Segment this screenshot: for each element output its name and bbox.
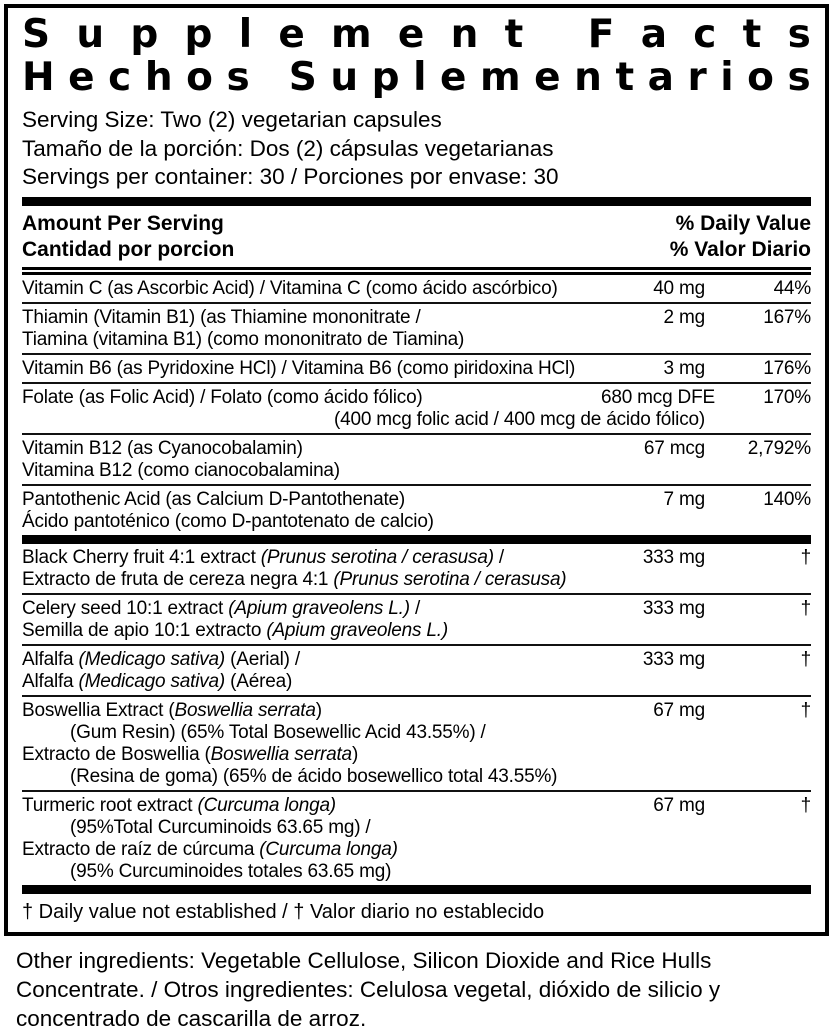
nutrient-subline xyxy=(22,329,811,351)
nutrient-subline xyxy=(22,839,811,861)
nutrient-name xyxy=(22,547,601,569)
latin-name-italic: (Medicago sativa) xyxy=(78,670,226,692)
text-segment: Alfalfa xyxy=(22,670,79,692)
text-segment: (Aérea) xyxy=(225,670,293,692)
glyph: t xyxy=(742,12,762,57)
latin-name-italic: (Curcuma longa) xyxy=(197,794,336,816)
text-segment: Semilla de apio 10:1 extracto xyxy=(22,619,267,641)
glyph xyxy=(263,56,275,99)
text-segment: Vitamin B12 (as Cyanocobalamin) xyxy=(22,437,303,459)
other-ingredients-line: Concentrate. / Otros ingredientes: Celulosa vegetal, dióxido de silicio y xyxy=(16,976,721,1002)
nutrient-name xyxy=(22,649,601,671)
daily-value: † xyxy=(800,546,811,568)
latin-name-italic: (Prunus serotina / cerasusa) xyxy=(333,568,567,590)
glyph: e xyxy=(397,12,425,57)
latin-name-italic: (Medicago sativa) xyxy=(78,648,226,670)
nutrient-subline xyxy=(22,766,811,788)
daily-value: 2,792% xyxy=(747,437,811,459)
glyph: e xyxy=(68,55,95,100)
nutrient-main-line xyxy=(22,649,811,671)
daily-value: 44% xyxy=(773,277,811,299)
amount-value: 3 mg xyxy=(663,357,705,379)
header-divider xyxy=(22,267,811,275)
glyph: o xyxy=(186,55,213,100)
nutrient-main-line xyxy=(22,700,811,722)
nutrient-main-line xyxy=(22,278,811,300)
glyph: s xyxy=(226,55,250,100)
amount-header-en: Amount Per Serving xyxy=(22,211,224,235)
text-segment: / xyxy=(409,597,421,619)
column-header xyxy=(22,206,811,267)
nutrient-name xyxy=(22,700,601,722)
nutrient-main-line xyxy=(22,387,811,409)
nutrient-name xyxy=(22,795,601,817)
amount-per-serving-header xyxy=(22,211,234,263)
table-row xyxy=(22,593,811,644)
nutrient-subline xyxy=(22,569,811,591)
amount-header-es: Cantidad por porcion xyxy=(22,237,235,261)
amount-value: 333 mg xyxy=(642,648,705,670)
amount-value: 67 mg xyxy=(653,794,705,816)
glyph: l xyxy=(413,55,427,100)
text-segment: (95% Curcuminoides totales 63.65 mg) xyxy=(70,860,392,882)
amount-value: 680 mcg DFE xyxy=(601,386,715,408)
text-segment: Extracto de Boswellia ( xyxy=(22,743,211,765)
supplement-label-page xyxy=(0,4,833,1031)
latin-name-italic: (Apium graveolens L.) xyxy=(266,619,448,641)
glyph: a xyxy=(640,12,668,57)
text-segment: ) xyxy=(315,699,322,721)
servings-per-container: Servings per container: 30 / Porciones por envase: 30 xyxy=(22,164,559,189)
latin-name-italic: (Apium graveolens L.) xyxy=(228,597,410,619)
thick-divider xyxy=(22,535,811,544)
nutrient-subline xyxy=(22,722,811,744)
daily-value: 140% xyxy=(763,488,811,510)
text-segment: Vitamin B6 (as Pyridoxine HCl) / Vitamina B6 (como piridoxina HCl) xyxy=(22,357,576,379)
daily-value-header-es: % Valor Diario xyxy=(669,237,811,261)
glyph: n xyxy=(450,12,479,57)
glyph: h xyxy=(144,55,173,100)
nutrient-subline xyxy=(22,620,811,642)
text-segment: (Gum Resin) (65% Total Bosewellic Acid 43.55%) / xyxy=(70,721,486,743)
nutrient-subline xyxy=(22,409,811,431)
glyph: t xyxy=(615,55,635,100)
nutrient-main-line xyxy=(22,307,811,329)
thick-divider xyxy=(22,885,811,894)
title-english xyxy=(22,13,811,56)
table-row xyxy=(22,544,811,593)
nutrient-subline xyxy=(22,817,811,839)
nutrient-name xyxy=(22,438,601,460)
amount-value: 40 mg xyxy=(653,277,705,299)
text-segment: Vitamina B12 (como cianocobalamina) xyxy=(22,459,340,481)
latin-name-italic: Boswellia serrata xyxy=(174,699,316,721)
glyph: e xyxy=(278,12,305,57)
nutrient-main-line xyxy=(22,358,811,380)
glyph: p xyxy=(184,12,213,57)
glyph: s xyxy=(787,12,811,57)
text-segment: Folate (as Folic Acid) / Folato (como ácido fólico) xyxy=(22,386,423,408)
other-ingredients-line: concentrado de cascarilla de arroz. xyxy=(16,1005,367,1031)
glyph: n xyxy=(574,55,602,100)
text-segment: (400 mcg folic acid / 400 mcg de ácido fólico) xyxy=(334,408,705,430)
serving-size-es: Tamaño de la porción: Dos (2) cápsulas vegetarianas xyxy=(22,135,554,161)
nutrient-subline xyxy=(22,460,811,482)
text-segment: Alfalfa xyxy=(22,648,79,670)
nutrient-main-line xyxy=(22,795,811,817)
glyph: p xyxy=(130,12,159,57)
nutrient-name xyxy=(22,307,601,329)
table-row xyxy=(22,644,811,695)
table-row xyxy=(22,433,811,484)
daily-value: † xyxy=(800,597,811,619)
serving-size-en: Serving Size: Two (2) vegetarian capsules xyxy=(22,107,442,132)
nutrient-name xyxy=(22,489,601,511)
amount-value: 67 mg xyxy=(653,699,705,721)
glyph: i xyxy=(720,55,734,100)
glyph: e xyxy=(534,55,561,100)
text-segment: Boswellia Extract ( xyxy=(22,699,175,721)
glyph: e xyxy=(440,55,467,100)
amount-value: 7 mg xyxy=(663,488,705,510)
nutrient-subline xyxy=(22,744,811,766)
glyph: l xyxy=(238,12,253,57)
text-segment: (95%Total Curcuminoids 63.65 mg) / xyxy=(70,816,371,838)
glyph: u xyxy=(330,55,359,100)
glyph: u xyxy=(76,12,105,57)
daily-value-header xyxy=(670,211,811,263)
text-segment: Pantothenic Acid (as Calcium D-Pantothenate) xyxy=(22,488,406,510)
text-segment: Tiamina (vitamina B1) (como mononitrato de Tiamina) xyxy=(22,328,465,350)
nutrient-main-line xyxy=(22,547,811,569)
glyph: a xyxy=(647,55,674,100)
nutrient-main-line xyxy=(22,438,811,460)
nutrient-subline xyxy=(22,511,811,533)
daily-value: 176% xyxy=(763,357,811,379)
daily-value-header-en: % Daily Value xyxy=(675,211,811,235)
text-segment: Extracto de fruta de cereza negra 4:1 xyxy=(22,568,334,590)
glyph: s xyxy=(787,55,811,100)
glyph: S xyxy=(22,12,51,57)
nutrient-rows xyxy=(22,275,811,894)
table-row xyxy=(22,275,811,302)
text-segment: Black Cherry fruit 4:1 extract xyxy=(22,546,261,568)
other-ingredients-line: Other ingredients: Vegetable Cellulose, Silicon Dioxide and Rice Hulls xyxy=(16,947,712,973)
nutrient-main-line xyxy=(22,489,811,511)
amount-value: 67 mcg xyxy=(643,437,705,459)
thick-divider-top xyxy=(22,197,811,206)
text-segment: Ácido pantoténico (como D-pantotenato de calcio) xyxy=(22,510,434,532)
daily-value-footnote: † Daily value not established / † Valor diario no establecido xyxy=(22,900,545,923)
glyph: F xyxy=(587,12,615,57)
nutrient-name xyxy=(22,387,601,409)
text-segment: (Resina de goma) (65% de ácido bosewellico total 43.55%) xyxy=(70,765,558,787)
text-segment: Turmeric root extract xyxy=(22,794,198,816)
nutrient-name xyxy=(22,358,601,380)
amount-value: 333 mg xyxy=(642,597,705,619)
text-segment: / xyxy=(493,546,505,568)
nutrient-name xyxy=(22,598,601,620)
latin-name-italic: (Curcuma longa) xyxy=(259,838,398,860)
table-row xyxy=(22,484,811,535)
other-ingredients xyxy=(16,946,831,1033)
latin-name-italic: Boswellia serrata xyxy=(210,743,352,765)
daily-value: † xyxy=(800,794,811,816)
table-row xyxy=(22,382,811,433)
table-row xyxy=(22,695,811,790)
supplement-facts-panel xyxy=(4,4,829,936)
nutrient-subline xyxy=(22,671,811,693)
serving-info xyxy=(22,106,811,192)
glyph: o xyxy=(747,55,774,100)
glyph: m xyxy=(479,55,521,100)
text-segment: (Aerial) / xyxy=(225,648,300,670)
text-segment: Vitamin C (as Ascorbic Acid) / Vitamina C (como ácido ascórbico) xyxy=(22,277,558,299)
glyph xyxy=(550,13,562,56)
glyph: p xyxy=(371,55,400,100)
daily-value: † xyxy=(800,699,811,721)
glyph: r xyxy=(687,55,707,100)
nutrient-subline xyxy=(22,861,811,883)
text-segment: Thiamin (Vitamin B1) (as Thiamine mononitrate / xyxy=(22,306,421,328)
table-row xyxy=(22,302,811,353)
glyph: c xyxy=(108,55,132,100)
title-spanish xyxy=(22,56,811,99)
amount-value: 2 mg xyxy=(663,306,705,328)
nutrient-main-line xyxy=(22,598,811,620)
text-segment: ) xyxy=(351,743,359,765)
daily-value: 170% xyxy=(763,386,811,408)
glyph: c xyxy=(693,12,717,57)
text-segment: Extracto de raíz de cúrcuma xyxy=(22,838,260,860)
nutrient-name xyxy=(22,278,601,300)
glyph: H xyxy=(22,55,55,100)
glyph: S xyxy=(288,55,317,100)
glyph: t xyxy=(504,12,524,57)
daily-value: † xyxy=(800,648,811,670)
text-segment: Celery seed 10:1 extract xyxy=(22,597,229,619)
daily-value: 167% xyxy=(763,306,811,328)
table-row xyxy=(22,790,811,885)
glyph: m xyxy=(331,12,372,57)
table-row xyxy=(22,353,811,382)
amount-value: 333 mg xyxy=(642,546,705,568)
latin-name-italic: (Prunus serotina / cerasusa) xyxy=(260,546,494,568)
